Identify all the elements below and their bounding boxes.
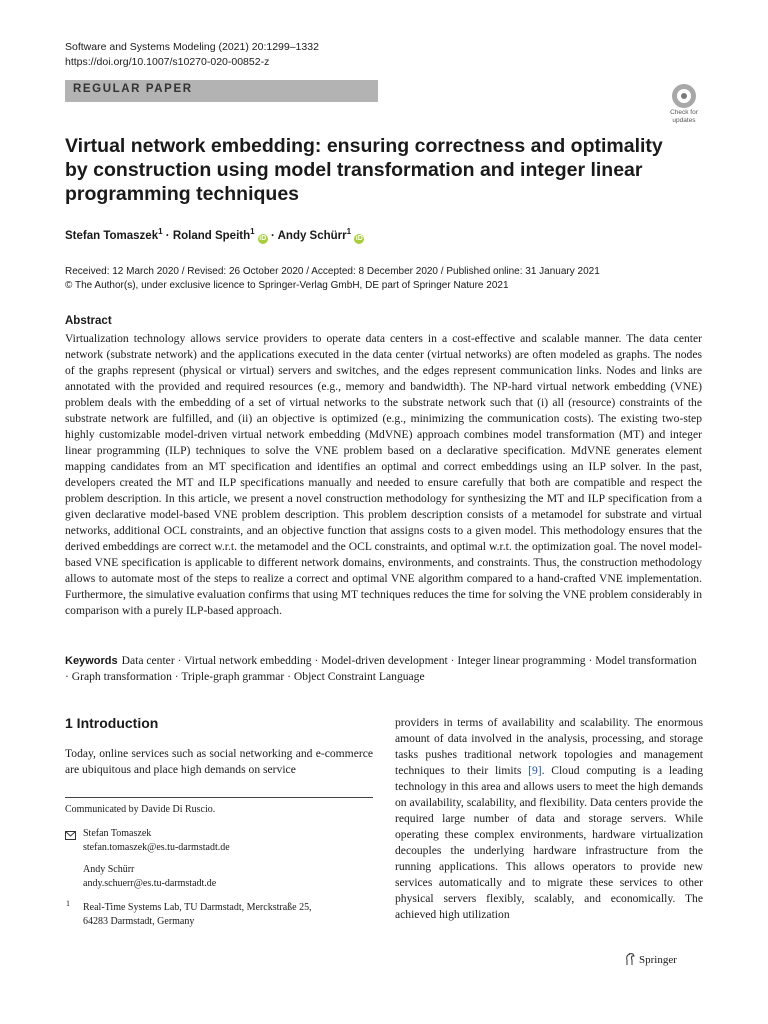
contact-2-email[interactable]: andy.schuerr@es.tu-darmstadt.de	[83, 878, 217, 889]
publisher-footer	[624, 952, 677, 966]
author-list	[65, 227, 364, 244]
author-2-affil: 1	[250, 227, 255, 236]
col2-text-a: providers in terms of availability and scalability. The enormous amount of data involved in the analysis, processing, and storage tasks pushes traditional network topologies and management techniques to their limits	[395, 716, 703, 777]
copyright-line: © The Author(s), under exclusive licence to Springer-Verlag GmbH, DE part of Springer Nature 2021	[65, 280, 509, 291]
author-3-affil: 1	[346, 227, 352, 236]
check-for-updates-icon	[672, 84, 696, 108]
doi-link[interactable]: https://doi.org/10.1007/s10270-020-00852-z	[65, 56, 270, 68]
author-separator: ·	[165, 229, 170, 242]
contact-1-email[interactable]: stefan.tomaszek@es.tu-darmstadt.de	[83, 842, 230, 853]
keywords	[65, 653, 702, 685]
springer-horse-icon	[624, 952, 636, 966]
publisher-name: Springer	[639, 954, 677, 966]
keywords-label: Keywords	[65, 655, 118, 667]
affiliation	[83, 901, 312, 929]
intro-paragraph-continued	[395, 715, 703, 923]
paper-title: Virtual network embedding: ensuring correctness and optimality by construction using model transformation and integer linear programming techniques	[65, 135, 663, 205]
author-3-name: Andy Schürr	[277, 229, 347, 242]
contact-1-name: Stefan Tomaszek	[83, 828, 152, 839]
journal-citation: Software and Systems Modeling (2021) 20:1299–1332	[65, 41, 319, 53]
communicated-by: Communicated by Davide Di Ruscio.	[65, 804, 216, 815]
contact-2-name: Andy Schürr	[83, 864, 135, 875]
abstract-text: Virtualization technology allows service providers to operate data centers in a cost-effective and scalable manner. The data center network (substrate network) and the applications executed in the data center (virtual networks) are often modeled as graphs. The nodes of the graphs represent (physical or virtual) servers and switches, and the edges represent communication links. Nodes and links are annotated with the provided and required resources (e.g., memory and bandwidth). The NP-hard virtual network embedding (VNE) problem deals with the embedding of a set of virtual networks to the substrate network such that (i) all (resource) constraints of the substrate network are fulfilled, and (ii) an objective is optimized (e.g., minimizing the communication costs). The existing two-step highly customizable model-driven virtual network embedding (MdVNE) approach combines model transformation (MT) and integer linear programming (ILP) techniques to solve the VNE problem based on a declarative specification. MdVNE generates element mapping candidates from an MT specification and identifies an optimal and correct embeddings using an ILP solver. In the past, developers created the MT and ILP specifications manually and needed to ensure carefully that both are compatible and respect the problem description. In this article, we present a novel construction methodology for synthesizing the MT and ILP specification from a given declarative model-based VNE problem description. This problem description consists of a metamodel for substrate and virtual networks, additional OCL constraints, and an objective function that assigns costs to a given model. This methodology ensures that the derived embeddings are correct w.r.t. the metamodel and the OCL constraints, and optimal w.r.t. the optimization goal. The novel model-based VNE specification is applicable to different network domains, environments, and constraints. Thus, the construction methodology allows to automate most of the steps to realize a correct and optimal VNE algorithm compared to a hand-crafted VNE implementation. Furthermore, the simulative evaluation confirms that using MT techniques reduces the time for solving the VNE problem considerably in comparison with a purely ILP-based approach.	[65, 332, 702, 617]
section-heading-introduction: 1 Introduction	[65, 715, 159, 731]
affiliation-number: 1	[66, 899, 70, 908]
envelope-icon	[65, 831, 76, 840]
footnote-divider	[65, 797, 373, 798]
intro-paragraph: Today, online services such as social networking and e-commerce are ubiquitous and place high demands on service	[65, 747, 373, 776]
affiliation-line-2: 64283 Darmstadt, Germany	[83, 916, 195, 927]
check-line-2: updates	[672, 116, 696, 124]
check-line-1: Check for	[670, 109, 698, 116]
author-1-name: Stefan Tomaszek	[65, 229, 159, 242]
col2-text-b: . Cloud computing is a leading technology in this area and allows users to meet the high demands on availability, scalability, and flexibility. Data centers provide the required large number of data and storage servers. While operating these complex environments, hardware virtualization decouples the underlying hardware infrastructure from the running applications. This allows operators to provide new services automatically and to migrate these services to other physical servers flexibly, scalably, and economically. The achieved high utilization	[395, 764, 703, 921]
paper-type-label: REGULAR PAPER	[73, 83, 193, 95]
author-1-affil: 1	[158, 227, 163, 236]
orcid-icon[interactable]: iD	[355, 234, 363, 242]
citation-link[interactable]: [9]	[528, 764, 542, 777]
orcid-icon[interactable]: iD	[259, 234, 267, 242]
paper-type-band	[65, 80, 378, 102]
check-for-updates-badge[interactable]	[664, 84, 704, 126]
keywords-text: Data center · Virtual network embedding · Model-driven development · Integer linear programming · Model transformation · Graph transformation · Triple-graph grammar · Object Constraint Language	[65, 654, 697, 683]
correspondence	[83, 827, 230, 891]
abstract-heading: Abstract	[65, 315, 112, 327]
history-line: Received: 12 March 2020 / Revised: 26 October 2020 / Accepted: 8 December 2020 / Published online: 31 January 2021	[65, 266, 600, 277]
publication-dates	[65, 265, 600, 293]
author-separator: ·	[270, 229, 275, 242]
author-2-name: Roland Speith	[172, 229, 251, 242]
journal-header	[65, 40, 319, 70]
affiliation-line-1: Real-Time Systems Lab, TU Darmstadt, Merckstraße 25,	[83, 902, 312, 913]
